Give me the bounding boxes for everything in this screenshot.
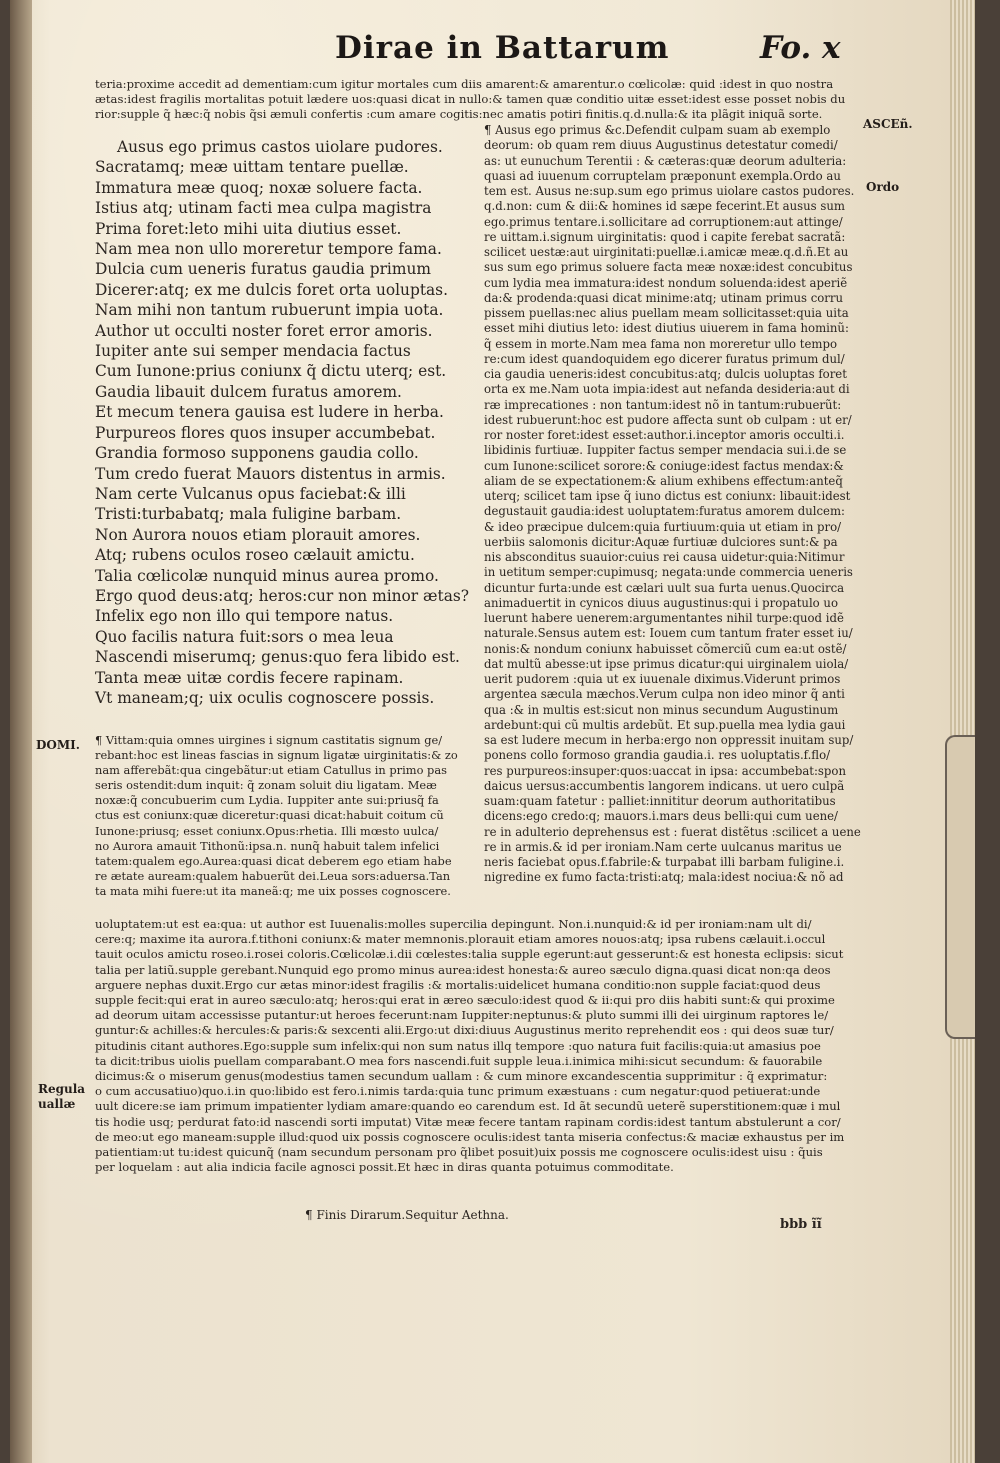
commentary-line: argentea sæcula mæchos.Verum culpa non ideo minor q̃ anti — [484, 687, 845, 702]
commentary-line: naturale.Sensus autem est: Iouem cum tantum frater esset iu/ — [484, 626, 853, 641]
verse-line: Nascendi miserumq; genus:quo fera libido est. — [95, 648, 460, 667]
commentary-line: re uittam.i.signum uirginitatis: quod i capite ferebat sacratã: — [484, 229, 846, 244]
prose-line: uoluptatem:ut est ea:qua: ut author est Iuuenalis:molles supercilia depingunt. Non.i.nunquid:& id per ironiam:nam ult di/ — [95, 917, 812, 931]
commentary-line: sus sum ego primus soluere facta meæ noxæ:idest concubitus — [484, 260, 853, 275]
commentary-line: dicens:ego credo:q; mauors.i.mars deus belli:qui cum uene/ — [484, 809, 838, 824]
commentary-line: ræ imprecationes : non tantum:idest nõ in tantum:rubuerũt: — [484, 397, 842, 412]
commentary-line: cum Iunone:scilicet sorore:& coniuge:idest factus mendax:& — [484, 458, 844, 473]
verse-line: Quo facilis natura fuit:sors o mea leua — [95, 627, 394, 646]
gloss-line: re ætate auream:qualem habuerũt dei.Leua sors:aduersa.Tan — [95, 868, 451, 883]
verse-line: Infelix ego non illo qui tempore natus. — [95, 607, 394, 626]
verse-line: Dicerer:atq; ex me dulcis foret orta uoluptas. — [95, 280, 448, 299]
prose-line: o cum accusatiuo)quo.i.in quo:libido est fero.i.nimis tarda:quia tunc primum exæstuans : cum negatur:quod petiuerat:unde — [95, 1084, 821, 1099]
domi-gloss-block — [95, 733, 473, 899]
verse-line: Nam certe Vulcanus opus faciebat:& illi — [95, 484, 406, 503]
prose-line: arguere nephas duxit.Ergo cur ætas minor:idest fragilis :& mortalis:uidelicet humana conditio:non supple faciat:quod deus — [95, 977, 821, 992]
prose-line: uult dicere:se iam primum impatienter lydiam amare:quando eo carendum est. Id ãt secundũ ueterẽ superstitionem:quæ i mul — [95, 1099, 841, 1114]
commentary-line: quasi ad iuuenum corruptelam præponunt exempla.Ordo au — [484, 168, 841, 183]
commentary-line: daicus uersus:accumbentis langorem indicans. ut uero culpã — [484, 778, 845, 793]
gloss-line: ¶ Vittam:quia omnes uirgines i signum castitatis signum ge/ — [95, 733, 443, 747]
commentary-line: in uetitum semper:cupimusq; negata:unde commercia ueneris — [484, 565, 853, 580]
prose-line: supple fecit:qui erat in aureo sæculo:atq; heros:qui erat in æreo sæculo:idest quod & ii:qui pro diis habiti sunt:& qui proxime — [95, 993, 835, 1008]
gloss-line: Iunone:priusq; esset coniunx.Opus:rhetia. Illi mœsto uulca/ — [95, 823, 439, 838]
prose-line: tis hodie usq; perdurat fato:id nascendi sorti imputat) Vitæ meæ fecere tantam rapinam cordis:idest tantum abstulerunt a cor/ — [95, 1114, 841, 1129]
margin-note-domi: DOMI. — [36, 738, 80, 752]
commentary-line: ¶ Ausus ego primus &c.Defendit culpam suam ab exemplo — [484, 123, 831, 137]
prose-line: ætas:idest fragilis mortalitas potuit lædere uos:quasi dicat in nullo:& tamen quæ conditio uitæ esset:idest esse posset nobis du — [95, 92, 846, 107]
prose-line: ad deorum uitam accessisse putantur:ut heroes fecerunt:nam Iuppiter:neptunus:& pluto summi illi dei uirginum raptores le/ — [95, 1008, 829, 1023]
book-gutter — [10, 0, 32, 1463]
verse-line: Iupiter ante sui semper mendacia factus — [95, 342, 411, 361]
verse-line: Et mecum tenera gauisa est ludere in herba. — [95, 403, 444, 422]
gloss-line: ctus est coniunx:quæ diceretur:quasi dicat:habuit coitum cũ — [95, 808, 444, 823]
commentary-line: degustauit gaudia:idest uoluptatem:furatus amorem dulcem: — [484, 504, 845, 519]
gloss-line: no Aurora amauit Tithonũ:ipsa.n. nunq̃ habuit talem infelici — [95, 838, 440, 853]
verse-line: Gaudia libauit dulcem furatus amorem. — [95, 382, 402, 401]
prose-line: ta dicit:tribus uiolis puellam comparabant.O mea fors nascendi.fuit supple leua.i.inimica mihi:sicut secundum: & fauorabile — [95, 1053, 823, 1068]
verse-line: Purpureos flores quos insuper accumbebat. — [95, 423, 436, 442]
commentary-line: ardebunt:qui cũ multis ardebũt. Et sup.puella mea lydia gaui — [484, 717, 846, 732]
margin-note-regula: Regula uallæ — [38, 1082, 86, 1111]
verse-line: Tristi:turbabatq; mala fuligine barbam. — [95, 505, 402, 524]
prose-line: teria:proxime accedit ad dementiam:cum igitur mortales cum diis amarent:& amarentur.o cœlicolæ: quid :idest in quo nostra — [95, 77, 834, 91]
commentary-line: res purpureos:insuper:quos:uaccat in ipsa: accumbebat:spon — [484, 763, 846, 778]
commentary-line: nigredine ex fumo facta:tristi:atq; mala:idest nociua:& nõ ad — [484, 870, 844, 885]
page-tab-marker — [945, 735, 975, 1039]
commentary-line: nonis:& nondum coniunx habuisset cõmerciũ cum ea:ut ostẽ/ — [484, 641, 847, 656]
commentary-line: sa est ludere mecum in herba:ergo non oppressit inuitam sup/ — [484, 733, 854, 747]
verse-line: Talia cœlicolæ nunquid minus aurea promo. — [95, 566, 439, 585]
commentary-line: neris faciebat opus.f.fabrile:& turpabat illi barbam fuligine.i. — [484, 855, 845, 869]
commentary-line: ponens collo formoso grandia gaudia.i. res uoluptatis.f.flo/ — [484, 748, 831, 763]
prose-line: rior:supple q̃ hæc:q̃ nobis q̃si æmuli confertis :cum amare cogitis:nec amatis potiri finitis.q.d.nulla:& ita plãgit iniquã sorte. — [95, 107, 823, 122]
verse-line: Tanta meæ uitæ cordis fecere rapinam. — [95, 668, 404, 687]
commentary-line: qua :& in multis est:sicut non minus secundum Augustinum — [484, 702, 839, 717]
verse-line: Non Aurora nouos etiam plorauit amores. — [95, 525, 421, 544]
margin-note-asceno: ASCEñ. — [863, 117, 913, 131]
gloss-line: nam afferebãt:qua cingebãtur:ut etiam Catullus in primo pas — [95, 763, 447, 778]
top-commentary-block — [95, 77, 860, 123]
commentary-line: libidinis furtiuæ. Iuppiter factus semper mendacia sui.i.de se — [484, 443, 847, 458]
prose-line: guntur:& achilles:& hercules:& paris:& sexcenti alii.Ergo:ut dixi:diuus Augustinus merito reprehendit eos : qui deos suæ tur/ — [95, 1023, 834, 1038]
verse-line: Nam mea non ullo moreretur tempore fama. — [95, 240, 442, 259]
commentary-line: deorum: ob quam rem diuus Augustinus detestatur comedi/ — [484, 138, 838, 153]
prose-line: cere:q; maxime ita aurora.f.tithoni coniunx:& mater memnonis.plorauit etiam amores nouos:atq; ipsa rubens cælauit.i.occul — [95, 932, 826, 947]
poem-verse-block — [95, 137, 475, 708]
margin-note-ordo: Ordo — [866, 180, 900, 194]
folio-number: Fo. x — [760, 30, 841, 66]
verse-line: Ergo quod deus:atq; heros:cur non minor ætas? — [95, 586, 470, 605]
verse-line: Tum credo fuerat Mauors distentus in armis. — [95, 464, 446, 483]
commentary-line: da:& prodenda:quasi dicat minime:atq; utinam primus corru — [484, 290, 843, 305]
verse-line: Immatura meæ quoq; noxæ soluere facta. — [95, 178, 423, 197]
commentary-line: tem est. Ausus ne:sup.sum ego primus uiolare castos pudores. — [484, 184, 855, 198]
gloss-line: rebant:hoc est lineas fascias in signum ligatæ uirginitatis:& zo — [95, 748, 458, 763]
prose-line: dicimus:& o miserum genus(modestius tamen secundum uallam : & cum minore excandescentia supprimitur : q̃ exprimatur: — [95, 1069, 828, 1084]
commentary-line: as: ut eunuchum Terentii : & cæteras:quæ deorum adulteria: — [484, 153, 847, 168]
gloss-line: seris ostendit:dum inquit: q̃ zonam soluit diu ligatam. Meæ — [95, 778, 437, 793]
page-edges — [950, 0, 975, 1463]
running-title: Dirae in Battarum — [335, 30, 670, 66]
gloss-line: ta mata mihi fuere:ut ita maneã:q; me uix posses cognoscere. — [95, 883, 451, 898]
commentary-line: idest rubuerunt:hoc est pudore affecta sunt ob culpam : ut er/ — [484, 412, 852, 427]
finis-line: ¶ Finis Dirarum.Sequitur Aethna. — [305, 1208, 509, 1222]
verse-line: Prima foret:leto mihi uita diutius esset. — [95, 219, 402, 238]
prose-line: tauit oculos amictu roseo.i.rosei coloris.Cœlicolæ.i.dii cœlestes:talia supple egerunt:aut gesserunt:& est honesta eclipsis: sicut — [95, 947, 844, 962]
commentary-line: nis absconditus suauior:cuius rei causa uidetur:quia:Nitimur — [484, 550, 845, 564]
commentary-line: ror noster foret:idest esset:author.i.inceptor amoris occulti.i. — [484, 428, 845, 442]
commentary-line: esset mihi diutius leto: idest diutius uiuerem in fama hominũ: — [484, 321, 849, 336]
commentary-line: ego.primus tentare.i.sollicitare ad corruptionem:aut attinge/ — [484, 214, 843, 229]
verse-line: Nam mihi non tantum rubuerunt impia uota. — [95, 301, 444, 320]
commentary-column — [484, 123, 862, 886]
bottom-commentary-block — [95, 917, 860, 1175]
verse-line: Istius atq; utinam facti mea culpa magistra — [95, 199, 432, 218]
verse-line: Cum Iunone:prius coniunx q̃ dictu uterq; est. — [95, 362, 447, 381]
prose-line: per loquelam : aut alia indicia facile agnosci possit.Et hæc in diras quanta potuimus commoditate. — [95, 1160, 674, 1175]
prose-line: de meo:ut ego maneam:supple illud:quod uix possis cognoscere oculis:idest tanta miseria confectus:& maciæ exhaustus per im — [95, 1129, 845, 1144]
verse-line: Ausus ego primus castos uiolare pudores. — [117, 138, 443, 156]
commentary-line: luerunt habere uenerem:argumentantes nihil turpe:quod idẽ — [484, 611, 844, 625]
prose-line: pitudinis citant authores.Ego:supple sum infelix:qui non sum natus illq tempore :quo natura fuit facilis:quia:ut amasius poe — [95, 1038, 821, 1053]
commentary-line: animaduertit in cynicos diuus augustinus:qui i propatulo uo — [484, 595, 838, 610]
commentary-line: cum lydia mea immatura:idest nondum soluenda:idest aperiẽ — [484, 275, 848, 290]
commentary-line: dat multũ abesse:ut ipse primus dicatur:qui uirginalem uiola/ — [484, 656, 849, 671]
verse-line: Dulcia cum ueneris furatus gaudia primum — [95, 260, 431, 279]
verse-line: Author ut occulti noster foret error amoris. — [95, 321, 433, 340]
gloss-line: noxæ:q̃ concubuerim cum Lydia. Iuppiter ante sui:priusq̃ fa — [95, 793, 439, 808]
prose-line: talia per latiũ.supple gerebant.Nunquid ego promo minus aurea:idest honesta:& aureo sæculo digna.quasi dicat non:qa deos — [95, 962, 831, 977]
verse-line: Grandia formoso supponens gaudia collo. — [95, 444, 419, 463]
verse-line: Atq; rubens oculos roseo cælauit amictu. — [95, 546, 415, 565]
commentary-line: cia gaudia ueneris:idest concubitus:atq; dulcis uoluptas foret — [484, 367, 847, 381]
commentary-line: suam:quam fatetur : palliet:innititur deorum authoritatibus — [484, 794, 836, 808]
commentary-line: orta ex me.Nam uota impia:idest aut nefanda desideria:aut di — [484, 382, 850, 397]
commentary-line: aliam de se expectationem:& alium exhibens effectum:anteq̃ — [484, 473, 843, 488]
commentary-line: uterq; scilicet tam ipse q̃ iuno dictus est coniunx: libauit:idest — [484, 489, 851, 503]
commentary-line: scilicet uestæ:aut uirginitati:puellæ.i.amicæ meæ.q.d.ñ.Et au — [484, 245, 849, 259]
commentary-line: & ideo præcipue dulcem:quia furtiuum:quia ut etiam in pro/ — [484, 519, 842, 534]
commentary-line: re in adulterio deprehensus est : fuerat distẽtus :scilicet a uene — [484, 824, 861, 839]
commentary-line: re in armis.& id per ironiam.Nam certe uulcanus maritus ue — [484, 839, 842, 854]
verse-line: Sacratamq; meæ uittam tentare puellæ. — [95, 158, 409, 177]
commentary-line: pissem puellas:nec alius puellam meam sollicitasset:quia uita — [484, 306, 849, 320]
commentary-line: uerit pudorem :quia ut ex iuuenale diximus.Viderunt primos — [484, 672, 841, 686]
prose-line: patientiam:ut tu:idest quicunq̃ (nam secundum personam pro q̃libet posuit)uix possis me cognoscere oculis:idest uisu : q̃uis — [95, 1145, 823, 1160]
commentary-line: q̃ essem in morte.Nam mea fama non moreretur ullo tempo — [484, 336, 837, 351]
gloss-line: tatem:qualem ego.Aurea:quasi dicat deberem ego etiam habe — [95, 853, 452, 868]
commentary-line: dicuntur furta:unde est cælari uult sua furta uenus.Quocirca — [484, 580, 845, 595]
commentary-line: re:cum idest quandoquidem ego dicerer furatus primum dul/ — [484, 351, 845, 366]
verse-line: Vt maneam;q; uix oculis cognoscere possis. — [95, 688, 435, 707]
signature-mark: bbb ĩĩ — [780, 1217, 822, 1232]
commentary-line: q.d.non: cum & dii:& homines id sæpe fecerint.Et ausus sum — [484, 199, 845, 214]
commentary-line: uerbiis salomonis dicitur:Aquæ furtiuæ dulciores sunt:& pa — [484, 534, 838, 549]
